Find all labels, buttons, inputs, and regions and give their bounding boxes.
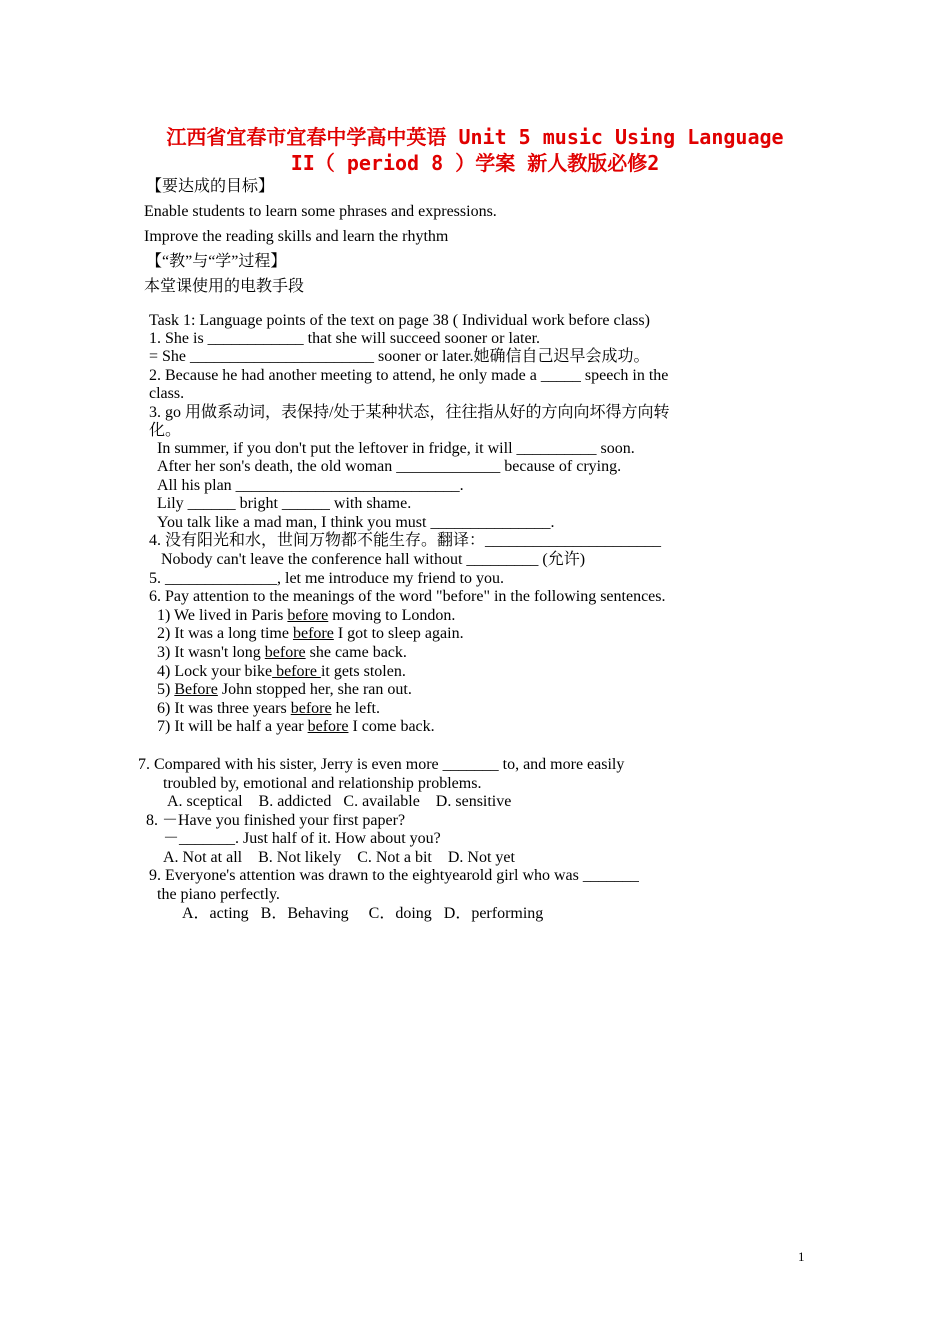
- question-3-line: In summer, if you don't put the leftover in fridge, it will __________ soon.: [157, 440, 635, 457]
- question-4-line: Nobody can't leave the conference hall without _________ (允许): [161, 551, 586, 568]
- question-2-line: 2. Because he had another meeting to attend, he only made a _____ speech in the: [149, 367, 669, 384]
- question-6-heading: 6. Pay attention to the meanings of the word "before" in the following sentences.: [149, 588, 666, 605]
- question-2-line: class.: [149, 385, 185, 402]
- question-9-line: 9. Everyone's attention was drawn to the eightyearold girl who was _______: [149, 867, 639, 884]
- before-sentence: 7) It will be half a year before I come back.: [157, 718, 435, 735]
- before-sentence: 4) Lock your bike before it gets stolen.: [157, 663, 406, 680]
- goals-heading: 【要达成的目标】: [146, 178, 275, 195]
- question-1-line: 1. She is ____________ that she will succeed sooner or later.: [149, 330, 541, 347]
- document-title: [120, 124, 830, 176]
- question-9-options: A．acting B．Behaving C．doing D．performing: [182, 905, 544, 922]
- question-7-options: A. sceptical B. addicted C. available D. sensitive: [167, 793, 512, 810]
- question-7-line: troubled by, emotional and relationship problems.: [163, 775, 482, 792]
- question-8-line: －_______. Just half of it. How about you?: [163, 830, 441, 847]
- before-sentence: 2) It was a long time before I got to sleep again.: [157, 625, 464, 642]
- question-7-line: 7. Compared with his sister, Jerry is even more _______ to, and more easily: [138, 756, 625, 773]
- before-sentence: 1) We lived in Paris before moving to London.: [157, 607, 456, 624]
- question-3-line: You talk like a mad man, I think you must _______________.: [157, 514, 555, 531]
- question-8-options: A. Not at all B. Not likely C. Not a bit D. Not yet: [163, 849, 515, 866]
- question-3-line: All his plan ____________________________.: [157, 477, 464, 494]
- question-8-line: 8. －Have you finished your first paper?: [146, 812, 406, 829]
- goal-item: Enable students to learn some phrases and expressions.: [144, 203, 497, 220]
- before-sentence: 6) It was three years before he left.: [157, 700, 380, 717]
- before-sentence: 5) Before John stopped her, she ran out.: [157, 681, 412, 698]
- title-line-2: II（ period 8 ）学案 新人教版必修2: [290, 151, 660, 175]
- question-5-line: 5. ______________, let me introduce my friend to you.: [149, 570, 505, 587]
- before-sentence: 3) It wasn't long before she came back.: [157, 644, 407, 661]
- question-3-line: 3. go 用做系动词，表保持/处于某种状态，往往指从好的方向向坏得方向转: [149, 404, 670, 421]
- question-1-line: = She _______________________ sooner or later.她确信自己迟早会成功。: [149, 348, 650, 365]
- question-4-line: 4. 没有阳光和水，世间万物都不能生存。翻译：______________________: [149, 532, 662, 549]
- task-heading: Task 1: Language points of the text on page 38 ( Individual work before class): [149, 312, 650, 329]
- title-line-1: 江西省宜春市宜春中学高中英语 Unit 5 music Using Language: [166, 125, 784, 149]
- process-note: 本堂课使用的电教手段: [144, 278, 305, 295]
- process-heading: 【“教”与“学”过程】: [146, 253, 287, 270]
- question-3-line: After her son's death, the old woman _____________ because of crying.: [157, 458, 622, 475]
- page-number: 1: [798, 1249, 805, 1264]
- question-3-line: Lily ______ bright ______ with shame.: [157, 495, 412, 512]
- question-9-line: the piano perfectly.: [157, 886, 280, 903]
- question-3-line: 化。: [149, 422, 182, 439]
- goal-item: Improve the reading skills and learn the rhythm: [144, 228, 449, 245]
